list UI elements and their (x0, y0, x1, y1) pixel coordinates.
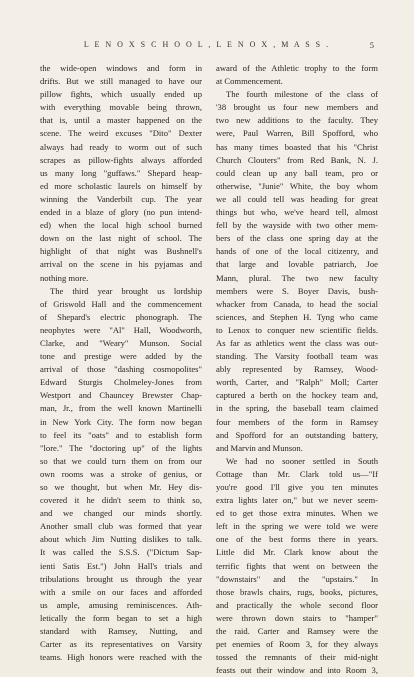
text-line: pillow fights, which usually ended up (40, 89, 202, 100)
text-line: that is, until a master happened on the (40, 115, 202, 126)
text-line: at Commencement. (216, 76, 283, 87)
text-line: with a smile on our faces and afforded (40, 586, 202, 597)
text-line: tossed the remnants of their mid-night (216, 652, 378, 663)
text-line: Edward Sturgis Cholmeley-Jones from (40, 377, 202, 388)
text-line: left in the spring we were told we were (216, 521, 378, 532)
text-line: we all could tell was heading for great (216, 193, 378, 204)
text-line: and Spofford for an outstanding battery, (216, 429, 378, 440)
text-line: members were S. Boyer Davis, bush- (216, 285, 378, 296)
text-line: Another small club was formed that year (40, 521, 202, 532)
text-line: pet enemies of Room 3, for they always (216, 639, 378, 650)
text-line: tone and prestige were added by the (40, 351, 202, 362)
text-line: bers of the class one spring day at the (216, 233, 378, 244)
text-line: teams. High honors were reached with the (40, 652, 202, 663)
text-line: arrival of those "dashing cosmopolites" (40, 364, 202, 375)
text-line: Church Clouters" from Red Bank, N. J. (216, 154, 378, 165)
text-line: Carter as its representatives on Varsity (40, 639, 202, 650)
text-line: ed) when the local high school burned (40, 220, 202, 231)
text-line: always had ready to worm out of such (40, 141, 202, 152)
text-line: otherwise, "Junie" White, the boy whom (216, 180, 378, 191)
text-line: things but who, we've heard tell, almost (216, 207, 378, 218)
text-line: standard with Ramsey, Nutting, and (40, 626, 202, 637)
text-line: terrific fights that went on between the (216, 560, 378, 571)
text-line: fell by the wayside with two other mem- (216, 220, 378, 231)
text-line: '38 brought us four new members and (216, 102, 378, 113)
text-line: scene. The weird excuses "Dito" Dexter (40, 128, 202, 139)
text-line: hands of one of the local citizenry, and (216, 246, 378, 257)
text-line: feasts out their window and into Room 3, (216, 665, 378, 676)
text-line: so we thought, but when Mr. Hey dis- (40, 482, 202, 492)
text-line: ed to get those extra minutes. When we (216, 508, 378, 519)
text-line: us ample, amusing reminiscences. Ath- (40, 599, 202, 610)
text-columns (40, 62, 378, 676)
text-line: were, Paul Warren, Bill Spofford, who (216, 128, 378, 139)
text-line: standing. The Varsity football team was (216, 351, 378, 362)
left-column (40, 62, 202, 664)
text-line: of Griswold Hall and the commencement (40, 298, 202, 309)
text-line: worth, Carter, and "Ralph" Moll; Carter (216, 377, 378, 388)
running-title: L E N O X S C H O O L , L E N O X , M A S S . (83, 40, 331, 49)
text-line: in the spring, the baseball team claimed (216, 403, 378, 414)
text-line: man, Jr., from the well known Martinelli (40, 403, 202, 414)
text-line: that large and lovable patriarch, Joe (216, 259, 378, 270)
text-line: Westport and Chauncey Brewster Chap- (40, 390, 202, 401)
text-line: The fourth milestone of the class of (226, 89, 378, 100)
text-line: in New York City. The form now began (40, 416, 202, 427)
text-line: and Marvin and Munson. (216, 442, 303, 453)
text-line: letically the form began to set a high (40, 612, 202, 623)
text-line: drifts. But we still managed to have our (40, 76, 202, 87)
text-line: "lore." The "doctoring up" of the lights (40, 442, 202, 453)
text-line: has many times boasted that his "Christ (216, 141, 378, 152)
running-header (0, 38, 414, 52)
text-line: were thrown down stairs to "hamper" (216, 612, 378, 623)
text-line: winning the Vanderbilt cup. The year (40, 193, 202, 204)
text-line: could clean up any ball team, pro or (216, 167, 378, 178)
text-line: ably represented by Ramsey, Wood- (216, 364, 378, 375)
text-line: own rooms was a stroke of genius, or (40, 468, 202, 479)
text-line: arrival on the scene in his pyjamas and (40, 259, 202, 270)
text-line: Cottage than Mr. Clark told us—"If (216, 468, 378, 479)
text-line: Clarke, and "Weary" Munson. Social (40, 337, 202, 348)
text-line: award of the Athletic trophy to the form (216, 63, 378, 73)
text-line: It was called the S.S.S. ("Dictum Sap- (40, 547, 202, 558)
text-line: those brawls chairs, rugs, books, pictures, (216, 586, 378, 597)
text-line: sciences, and Stephen H. Tyng who came (216, 311, 378, 322)
text-line: of Shepard's electric phonograph. The (40, 311, 202, 322)
text-line: ienti Satis Est.") John Hall's trials and (40, 560, 202, 571)
text-line: the raid. Carter and Ramsey were the (216, 626, 378, 637)
text-line: "downstairs" and the "upstairs." In (216, 573, 378, 584)
text-line: neophytes were "Al" Hall, Woodworth, (40, 324, 202, 335)
text-line: scrapes as pillow-fights always afforded (40, 154, 202, 165)
text-line: ed more scholastic laurels on himself by (40, 180, 202, 191)
text-line: and we changed our minds shortly. (40, 508, 202, 519)
text-line: The third year brought us lordship (50, 285, 202, 296)
text-line: with everything movable being thrown, (40, 102, 202, 113)
text-line: covered it he didn't seem to think so, (40, 495, 202, 506)
text-line: Mann, plural. The two new faculty (216, 272, 378, 283)
text-line: nothing more. (40, 272, 89, 283)
text-line: We had no sooner settled in South (226, 455, 378, 466)
text-line: about which Jim Nutting dislikes to talk. (40, 534, 202, 545)
text-line: whacker from Canada, to head the social (216, 298, 378, 309)
text-line: the wide-open windows and form in (40, 63, 202, 73)
text-line: As far as athletics went the class was out- (216, 337, 378, 348)
text-line: two new additions to the faculty. They (216, 115, 378, 126)
text-line: one of the best forms there in years. (216, 534, 378, 545)
text-line: down on the last night of school. The (40, 233, 202, 244)
text-line: highlight of that night was Bushnell's (40, 246, 202, 257)
text-line: four members of the form in Ramsey (216, 416, 378, 427)
text-line: extra lights later on," but we never seem- (216, 495, 378, 506)
text-line: us many long "guffaws." Shepard heap- (40, 167, 202, 178)
page-number: 5 (369, 40, 374, 50)
text-line: Little did Mr. Clark know about the (216, 547, 378, 558)
text-line: ended in a blaze of glory (no pun intend- (40, 207, 202, 218)
text-line: and practically the whole second floor (216, 599, 378, 610)
right-column (216, 62, 378, 677)
text-line: tribulations brought us through the year (40, 573, 202, 584)
text-line: so that we could turn them on from our (40, 455, 202, 466)
text-line: to Lenox to conquer new scientific fields. (216, 324, 378, 335)
text-line: you're good I'll give you ten minutes (216, 482, 378, 492)
text-line: captured a berth on the hockey team and, (216, 390, 378, 401)
text-line: to feel its "oats" and to establish form (40, 429, 202, 440)
